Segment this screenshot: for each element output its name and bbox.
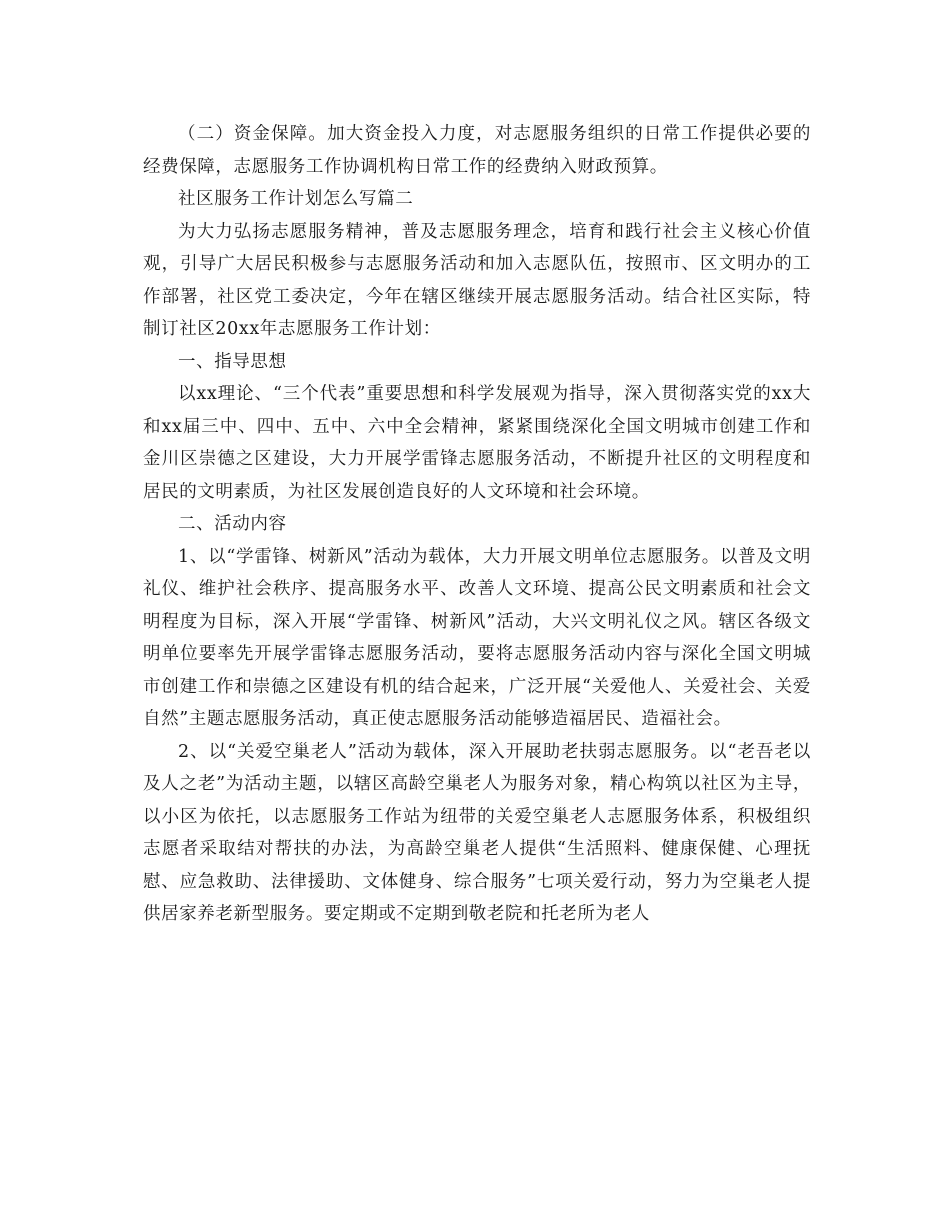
section-title-part-two: 社区服务工作计划怎么写篇二 [178, 189, 414, 209]
heading-activity-content: 二、活动内容 [178, 514, 287, 534]
paragraph-activity-1: 1、以“学雷锋、树新风”活动为载体，大力开展文明单位志愿服务。以普及文明礼仪、维护社会秩序、提高服务水平、改善人文环境、提高公民文明素质和社会文明程度为目标，深入开展“学雷锋、树新风”活动，大兴文明礼仪之风。辖区各级文明单位要率先开展学雷锋志愿服务活动，要将志愿服务活动内容与深化全国文明城市创建工作和崇德之区建设有机的结合起来，广泛开展“关爱他人、关爱社会、关爱自然”主题志愿服务活动，真正使志愿服务活动能够造福居民、造福社会。 [143, 546, 811, 729]
paragraph-intro: 为大力弘扬志愿服务精神，普及志愿服务理念，培育和践行社会主义核心价值观，引导广大居民积极参与志愿服务活动和加入志愿队伍，按照市、区文明办的工作部署，社区党工委决定，今年在辖区继续开展志愿服务活动。结合社区实际，特制订社区20xx年志愿服务工作计划： [143, 221, 811, 339]
paragraph-guiding-thought: 以xx理论、“三个代表”重要思想和科学发展观为指导，深入贯彻落实党的xx大和xx届三中、四中、五中、六中全会精神，紧紧围绕深化全国文明城市创建工作和金川区崇德之区建设，大力开展学雷锋志愿服务活动，不断提升社区的文明程度和居民的文明素质，为社区发展创造良好的人文环境和社会环境。 [143, 384, 811, 502]
paragraph-funding-guarantee: （二）资金保障。加大资金投入力度，对志愿服务组织的日常工作提供必要的经费保障，志愿服务工作协调机构日常工作的经费纳入财政预算。 [143, 124, 811, 177]
document-body [143, 118, 811, 931]
paragraph-activity-2: 2、以“关爱空巢老人”活动为载体，深入开展助老扶弱志愿服务。以“老吾老以及人之老”为活动主题，以辖区高龄空巢老人为服务对象，精心构筑以社区为主导，以小区为依托，以志愿服务工作站为纽带的关爱空巢老人志愿服务体系，积极组织志愿者采取结对帮扶的办法，为高龄空巢老人提供“生活照料、健康保健、心理抚慰、应急救助、法律援助、文体健身、综合服务”七项关爱行动，努力为空巢老人提供居家养老新型服务。要定期或不定期到敬老院和托老所为老人 [143, 741, 811, 924]
heading-guiding-thought: 一、指导思想 [178, 351, 287, 372]
